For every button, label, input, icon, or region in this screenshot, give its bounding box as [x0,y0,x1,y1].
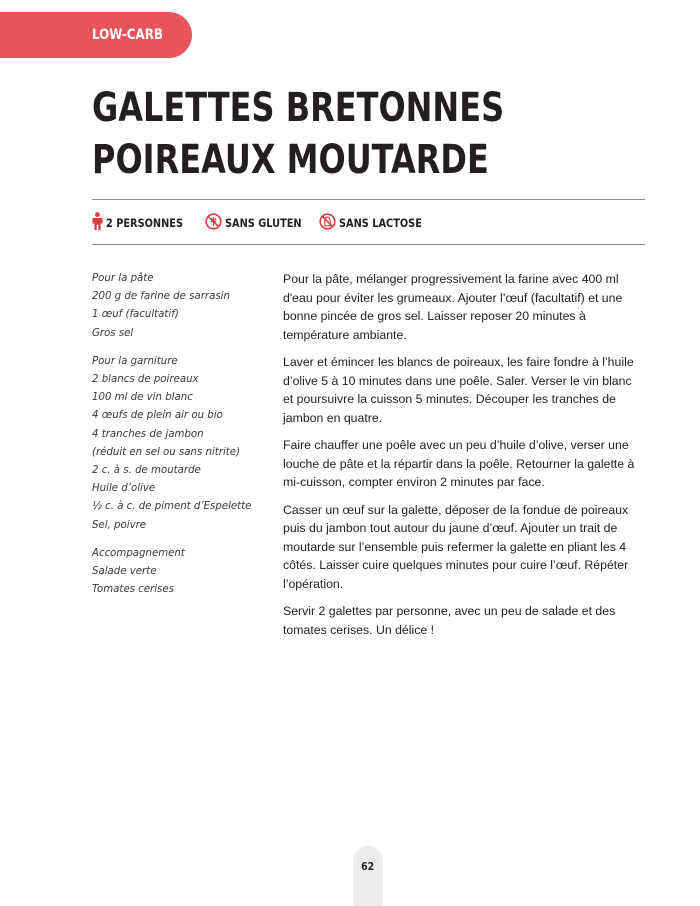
ingredients-group-accompagnement [92,545,272,600]
instruction-step-3: Faire chauffer une poêle avec un peu d’huile d’olive, verser une louche de pâte et la répartir dans la poêle. Retourner la galette à mi-cuisson, compter environ 2 minutes par face. [283,438,635,489]
tag-lactose-free [319,213,427,234]
tag-gluten-label: SANS GLUTEN [224,216,302,230]
instructions [283,270,645,648]
instruction-step-4: Casser un œuf sur la galette, déposer de la fondue de poireaux puis du jambon tout autour du jaune d’œuf. Ajouter un trait de moutarde sur l’ensemble puis refermer la galette en pliant les 4 côtés. Laisser cuire quelques minutes pour cuire l’œuf. Répéter l’opération. [283,502,629,591]
ingredient-line: 4 tranches de jambon [92,428,204,440]
ingredient-line: Sel, poivre [92,519,147,531]
ingredient-line: 2 c. à s. de moutarde [92,465,201,477]
recipe-title-line-1: GALETTES BRETONNES [92,85,505,131]
ingredients-list [92,270,272,609]
ingredient-line: Pour la pâte [92,273,154,284]
tag-lactose-label: SANS LACTOSE [338,216,422,230]
ingredient-line: Huile d’olive [92,483,156,495]
ingredient-line: Accompagnement [92,547,185,559]
instruction-step-1: Pour la pâte, mélanger progressivement la farine avec 400 ml d'eau pour éviter les grumeaux. Ajouter l’œuf (facultatif) et une bonne pincée de gros sel. Laisser reposer 20 minutes à température ambiante. [283,272,623,342]
recipe-tags [92,212,440,234]
tag-gluten-free [205,213,305,234]
ingredient-line: 100 ml de vin blanc [92,392,193,404]
category-tab [0,12,192,58]
no-lactose-icon [319,213,336,234]
instruction-step-5: Servir 2 galettes par personne, avec un peu de salade et des tomates cerises. Un délice ! [283,604,616,637]
ingredient-line: Salade verte [92,566,157,578]
top-divider [92,199,645,200]
ingredients-group-garniture [92,353,272,535]
ingredient-line: Tomates cerises [92,584,174,596]
ingredient-line: 2 blancs de poireaux [92,374,199,386]
no-gluten-icon [205,213,222,234]
ingredient-line: Pour la garniture [92,355,178,367]
tag-persons [92,212,191,234]
page-number-tab [353,846,383,906]
tag-persons-label: 2 PERSONNES [106,216,184,230]
ingredient-line: ½ c. à c. de piment d’Espelette [92,501,252,513]
ingredients-group-pate [92,270,272,343]
person-icon [92,212,103,234]
page-number: 62 [361,860,375,873]
recipe-title [92,82,504,186]
ingredient-line: 1 œuf (facultatif) [92,309,179,321]
instruction-step-2: Laver et émincer les blancs de poireaux, les faire fondre à l’huile d’olive 5 à 10 minutes dans une poêle. Saler. Verser le vin blanc et poursuivre la cuisson 5 minutes. Découper les tranches de jambon en quatre. [283,355,634,425]
recipe-title-line-2: POIREAUX MOUTARDE [92,137,489,183]
ingredient-line: 200 g de farine de sarrasin [92,291,230,303]
category-label: LOW-CARB [92,27,163,43]
ingredient-line: Gros sel [92,327,134,339]
ingredient-line: (réduit en sel ou sans nitrite) [92,446,241,458]
ingredient-line: 4 œufs de plein air ou bio [92,410,223,422]
bottom-divider [92,244,645,245]
